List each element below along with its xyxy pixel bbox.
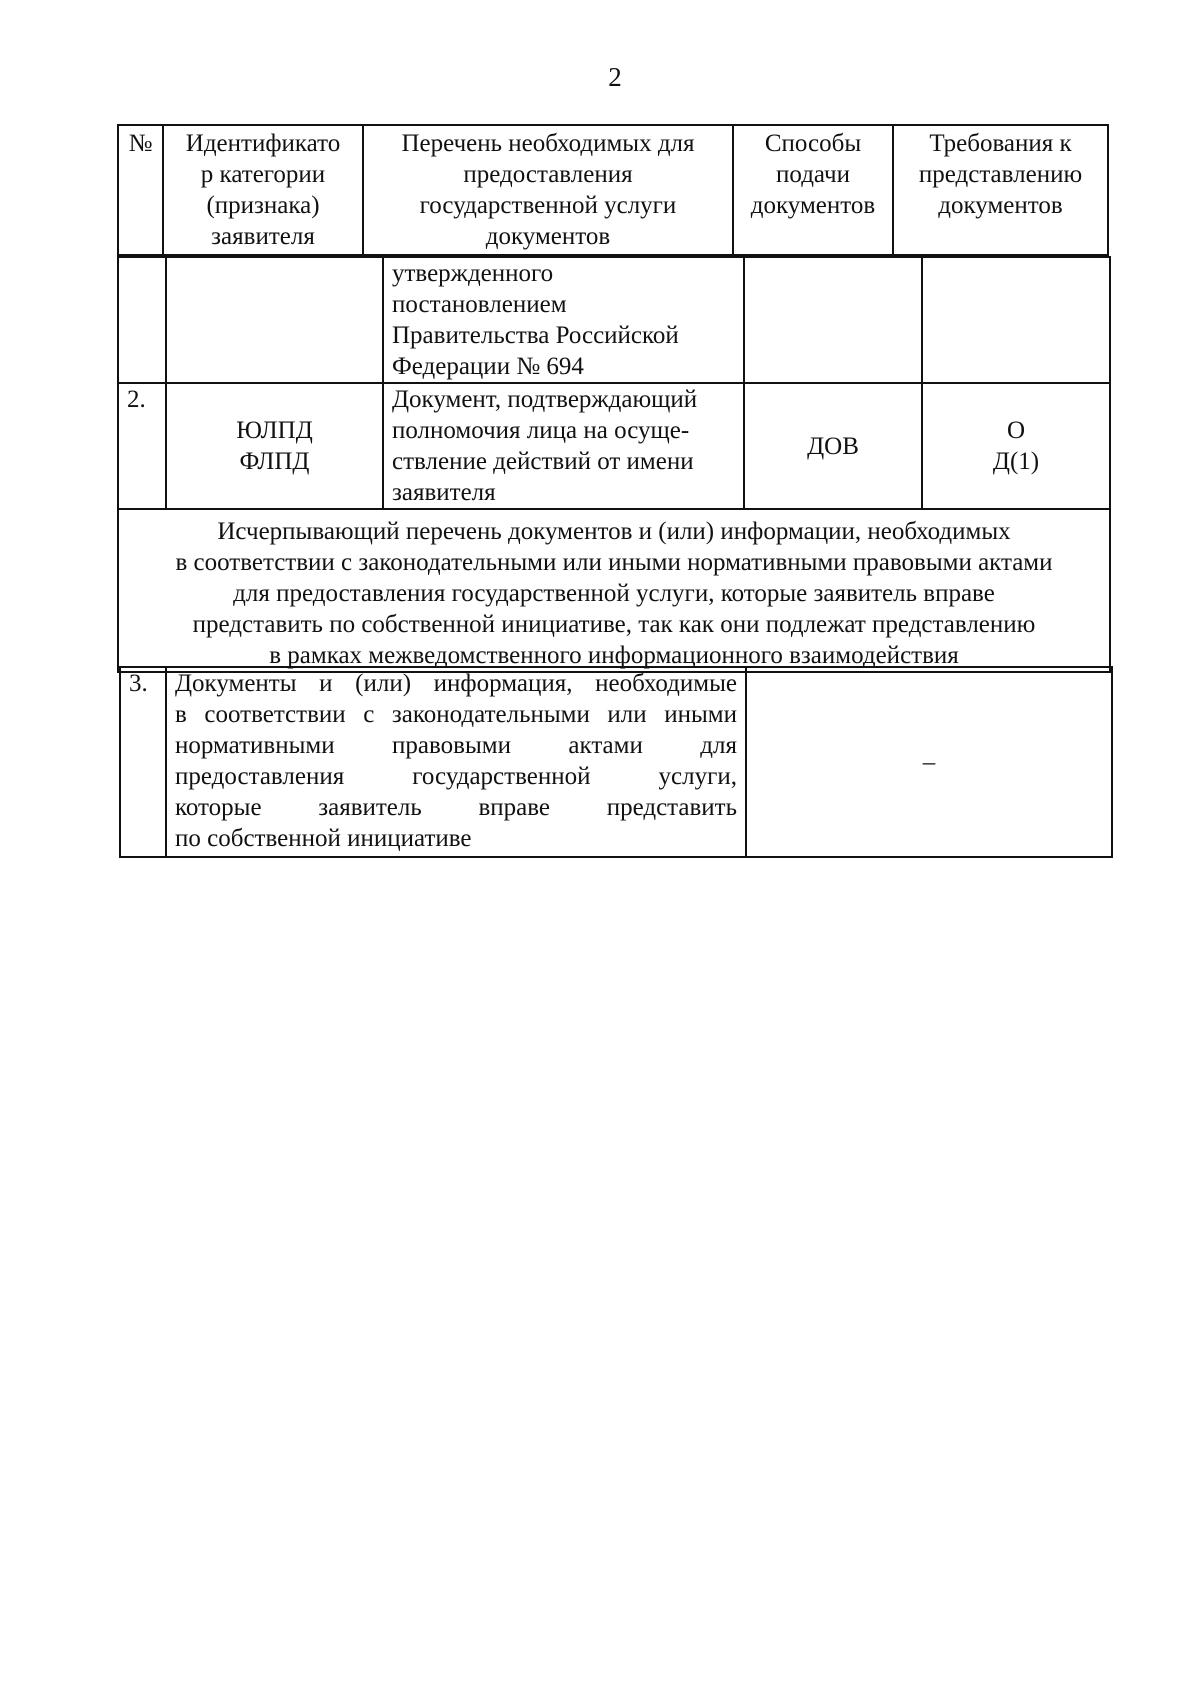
header-document-list: [363, 125, 733, 255]
row-requirements-line: О: [1006, 417, 1026, 444]
row-value: –: [746, 667, 1112, 857]
row-document: [383, 257, 744, 383]
row-document-line: ствление действий от имени: [392, 448, 694, 475]
header-identifier-line: р категории: [200, 161, 326, 188]
table-row: [120, 667, 1112, 857]
row-document-line: постановлением: [392, 291, 567, 318]
row-document-line: предоставления государственной услуги,: [175, 763, 737, 790]
table-header: [117, 124, 1109, 256]
row-document-line: по собственной инициативе: [175, 825, 472, 852]
header-methods-line: документов: [750, 192, 876, 219]
row-document: [166, 667, 746, 857]
header-requirements-line: представлению: [918, 161, 1083, 188]
row-document-line: Правительства Российской: [392, 322, 679, 349]
row-identifier-line: ЮЛПД: [236, 417, 313, 444]
row-number: 3.: [120, 667, 166, 857]
row-document-line: нормативными правовыми актами для: [175, 732, 737, 759]
row-requirements: [922, 383, 1110, 509]
header-identifier-line: Идентификато: [185, 130, 341, 157]
row-document-line: утвержденного: [392, 260, 554, 287]
table-row: [118, 383, 1110, 509]
row-document-line: Федерации № 694: [392, 353, 584, 380]
table-row3: [119, 666, 1113, 858]
header-list-line: предоставления: [463, 161, 633, 188]
row-requirements-line: Д(1): [992, 448, 1040, 475]
row-number: [118, 257, 166, 383]
section-note-line: в соответствии с законодательными или иными нормативными правовыми актами: [175, 549, 1053, 576]
row-document-line: заявителя: [392, 479, 496, 506]
row-document-line: Документ, подтверждающий: [392, 386, 698, 413]
header-requirements-line: документов: [938, 192, 1063, 219]
header-methods-line: подачи: [776, 161, 850, 188]
header-list-line: документов: [485, 223, 611, 250]
header-requirements: [893, 125, 1108, 255]
section-note-line: представить по собственной инициативе, так как они подлежат представлению: [192, 611, 1036, 638]
row-identifier-line: ФЛПД: [239, 448, 310, 475]
section-note-row: [118, 509, 1110, 672]
section-note-line: для предоставления государственной услуги, которые заявитель вправе: [233, 580, 995, 607]
header-identifier-line: (признака): [206, 192, 320, 219]
row-identifier: [166, 383, 383, 509]
row-number: 2.: [118, 383, 166, 509]
section-note-line: в рамках межведомственного информационного взаимодействия: [269, 642, 959, 669]
page-number: 2: [608, 62, 622, 92]
row-methods: [744, 257, 922, 383]
table-body: [117, 256, 1111, 673]
row-document-line: Документы и (или) информация, необходимые: [175, 670, 737, 697]
header-list-line: Перечень необходимых для: [401, 130, 695, 157]
row-document-line: которые заявитель вправе представить: [175, 794, 737, 821]
header-identifier-line: заявителя: [211, 223, 315, 250]
section-note-line: Исчерпывающий перечень документов и (или) информации, необходимых: [217, 518, 1011, 545]
header-requirements-line: Требования к: [929, 130, 1072, 157]
section-note: [118, 509, 1110, 672]
header-submission-methods: [733, 125, 893, 255]
row-document-line: полномочия лица на осуще-: [392, 417, 690, 444]
header-methods-line: Способы: [764, 130, 862, 157]
row-document-line: в соответствии с законодательными или иными: [175, 701, 737, 728]
row-methods: ДОВ: [744, 383, 922, 509]
row-requirements: [922, 257, 1110, 383]
table-header-row: [118, 125, 1108, 255]
header-identifier: [163, 125, 363, 255]
table-row: [118, 257, 1110, 383]
header-number: №: [118, 125, 163, 255]
header-list-line: государственной услуги: [419, 192, 677, 219]
row-identifier: [166, 257, 383, 383]
row-document: [383, 383, 744, 509]
